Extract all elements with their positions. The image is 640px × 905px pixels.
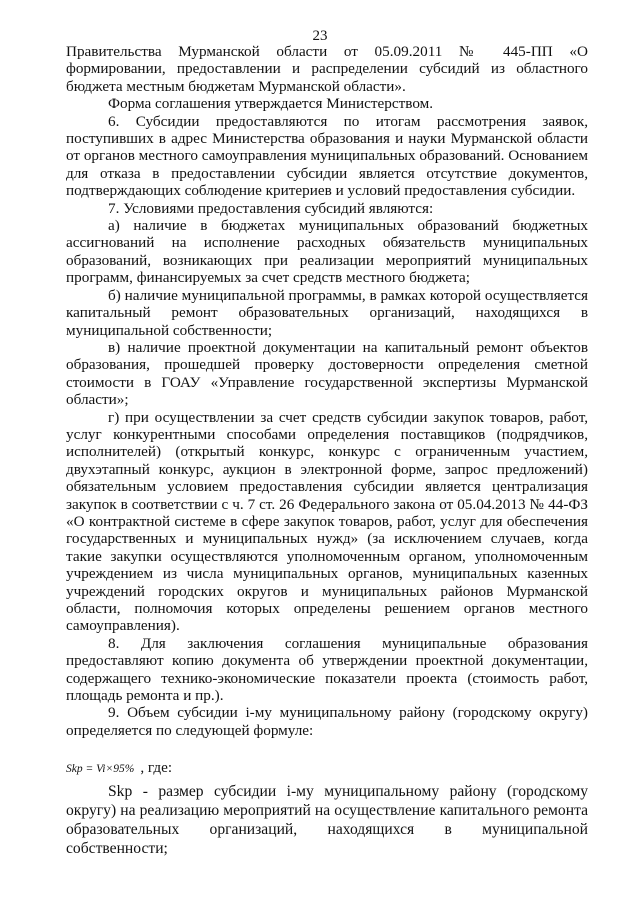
formula-row [66,757,588,780]
paragraph-item-7b: б) наличие муниципальной программы, в рамках которой осуществляется капитальный ремонт образовательных организаций, находящихся в муниципальной собственности; [66,286,588,339]
paragraph-item-7g: г) при осуществлении за счет средств субсидии закупок товаров, работ, услуг конкурентными способами определения поставщиков (подрядчиков, исполнителей) (открытый конкурс, конкурс с ограниченным участием, двухэтапный конкурс, аукцион в электронной форме, запрос предложений) обязательным условием предоставления субсидии является централизация закупок в соответствии с ч. 7 ст. 26 Федерального закона от 05.04.2013 № 44-ФЗ «О контрактной системе в сфере закупок товаров, работ, услуг для обеспечения государственных и муниципальных нужд» (за исключением случаев, когда такие закупки осуществляются уполномоченным органом, уполномоченным учреждением из числа муниципальных органов, муниципальных казенных учреждений городских округов и муниципальных районов Мурманской области, полномочия которых определены решением органов местного самоуправления). [66,408,588,635]
paragraph-agreement-form: Форма соглашения утверждается Министерством. [108,95,434,113]
paragraph-item-9: 9. Объем субсидии i-му муниципальному району (городскому округу) определяется по следующей формуле: [66,704,588,739]
document-body [66,43,588,858]
formula: Skp = Vi×95% [66,763,135,776]
paragraph-item-7: 7. Условиями предоставления субсидий являются: [108,199,434,217]
page-number: 23 [312,28,328,44]
paragraph-item-7a: а) наличие в бюджетах муниципальных образований бюджетных ассигнований на исполнение расходных обязательств муниципальных образований, возникающих при реализации мероприятий муниципальных программ, финансируемых за счет средств местного бюджета; [66,217,588,287]
formula-suffix: , где: [140,759,173,777]
paragraph-continuation: Правительства Мурманской области от 05.09.2011 № 445-ПП «О формировании, предоставлении и распределении субсидий из областного бюджета местным бюджетам Мурманской области». [66,43,588,95]
paragraph-item-7v: в) наличие проектной документации на капитальный ремонт объектов образования, прошедшей проверку достоверности определения сметной стоимости в ГОАУ «Управление государственной экспертизы Мурманской области»; [66,338,588,409]
paragraph-item-8: 8. Для заключения соглашения муниципальные образования предоставляют копию документа об утверждении проектной документации, содержащего технико-экономические показатели проекта (стоимость работ, площадь ремонта и пр.). [66,634,588,705]
paragraph-item-6: 6. Субсидии предоставляются по итогам рассмотрения заявок, поступивших в адрес Министерства образования и науки Мурманской области от органов местного самоуправления муниципальных образований. Основанием для отказа в предоставлении субсидии является отсутствие документов, подтверждающих соблюдение критериев и условий предоставления субсидии. [66,112,588,200]
paragraph-skp-definition: Skp - размер субсидии i-му муниципальному району (городскому округу) на реализацию мероприятий на осуществление капитального ремонта образовательных организаций, находящихся в муниципальной собственности; [66,783,588,858]
